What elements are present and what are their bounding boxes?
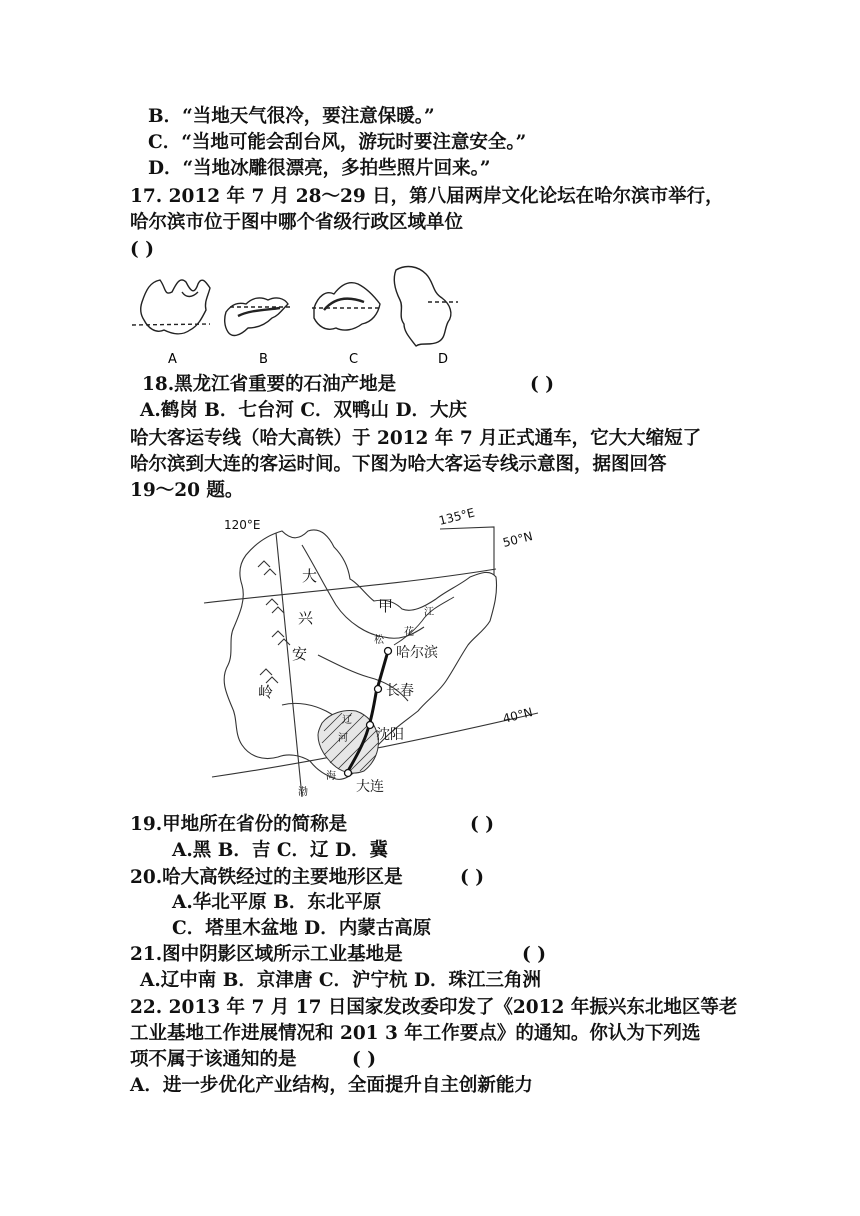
- q19-answer-bracket: ( ): [470, 814, 494, 835]
- q19-stem: 19.甲地所在省份的简称是: [130, 814, 348, 835]
- label-songhua-2: 花: [404, 627, 414, 638]
- label-sea-2: 海: [326, 771, 336, 782]
- q16-option-d: D．“当地冰雕很漂亮，多拍些照片回来。”: [148, 158, 491, 179]
- q17-answer-bracket: ( ): [130, 239, 154, 260]
- q19-options: A.黑 B．吉 C．辽 D．冀: [172, 840, 389, 861]
- q22-stem-line2: 工业基地工作进展情况和 201 3 年工作要点》的通知。你认为下列选: [130, 1023, 701, 1044]
- label-liaohe-1: 辽: [342, 715, 352, 726]
- passage-line3: 19～20 题。: [130, 480, 244, 501]
- outline-d: [394, 267, 451, 346]
- q17-province-outlines: [128, 262, 488, 370]
- q18-answer-bracket: ( ): [530, 374, 554, 395]
- q17-stem-line2: 哈尔滨市位于图中哪个省级行政区域单位: [130, 212, 464, 233]
- q22-option-a: A．进一步优化产业结构，全面提升自主创新能力: [130, 1075, 533, 1096]
- q21-answer-bracket: ( ): [522, 944, 546, 965]
- harbin-dot: [385, 648, 392, 655]
- q17-stem-line1: 17. 2012 年 7 月 28～29 日，第八届两岸文化论坛在哈尔滨市举行，: [130, 186, 724, 207]
- q22-answer-bracket: ( ): [352, 1049, 376, 1070]
- label-135e: 135°E: [437, 505, 477, 528]
- label-range-2: 兴: [298, 609, 314, 627]
- passage-line1: 哈大客运专线（哈大高铁）于 2012 年 7 月正式通车，它大大缩短了: [130, 428, 702, 449]
- outline-label-d: D: [438, 352, 449, 367]
- changchun-dot: [375, 686, 382, 693]
- label-range-3: 安: [292, 645, 308, 663]
- harbin-dalian-railway-map: [198, 505, 560, 805]
- q16-option-b: B．“当地天气很冷，要注意保暖。”: [148, 106, 435, 127]
- label-jia: 甲: [378, 597, 394, 615]
- outline-label-c: C: [349, 352, 359, 367]
- label-120e: 120°E: [224, 518, 261, 532]
- label-songhua-1: 松: [374, 635, 384, 646]
- label-shenyang: 沈阳: [376, 727, 404, 743]
- q20-options-line2: C．塔里木盆地 D．内蒙古高原: [172, 918, 432, 939]
- dalian-dot: [345, 770, 352, 777]
- outline-c: [314, 283, 380, 330]
- q20-answer-bracket: ( ): [460, 867, 484, 888]
- passage-line2: 哈尔滨到大连的客运时间。下图为哈大客运专线示意图，据图回答: [130, 454, 667, 475]
- label-harbin: 哈尔滨: [396, 645, 438, 661]
- shenyang-dot: [367, 722, 374, 729]
- label-range-4: 岭: [258, 683, 274, 701]
- q16-option-c: C．“当地可能会刮台风，游玩时要注意安全。”: [148, 132, 527, 153]
- q21-stem: 21.图中阴影区域所示工业基地是: [130, 944, 403, 965]
- label-40n: 40°N: [501, 705, 535, 726]
- q20-options-line1: A.华北平原 B．东北平原: [172, 892, 382, 913]
- outline-a: [141, 280, 210, 334]
- outline-b: [225, 298, 288, 336]
- label-50n: 50°N: [501, 529, 535, 550]
- label-songhua-3: 江: [424, 607, 434, 618]
- q20-stem: 20.哈大高铁经过的主要地形区是: [130, 867, 403, 888]
- label-liaohe-2: 河: [338, 733, 348, 744]
- outline-label-a: A: [168, 352, 177, 367]
- q18-options: A.鹤岗 B．七台河 C．双鸭山 D．大庆: [140, 400, 468, 421]
- q22-stem-line3: 项不属于该通知的是: [130, 1049, 297, 1070]
- q21-options: A.辽中南 B．京津唐 C．沪宁杭 D．珠江三角洲: [140, 970, 542, 991]
- q22-stem-line1: 22. 2013 年 7 月 17 日国家发改委印发了《2012 年振兴东北地区等老: [130, 997, 738, 1018]
- label-range-1: 大: [302, 567, 318, 585]
- outline-label-b: B: [259, 352, 268, 367]
- q18-stem: 18.黑龙江省重要的石油产地是: [142, 374, 397, 395]
- label-sea-1: 渤: [298, 787, 308, 798]
- label-dalian: 大连: [356, 779, 384, 795]
- label-changchun: 长春: [386, 683, 414, 699]
